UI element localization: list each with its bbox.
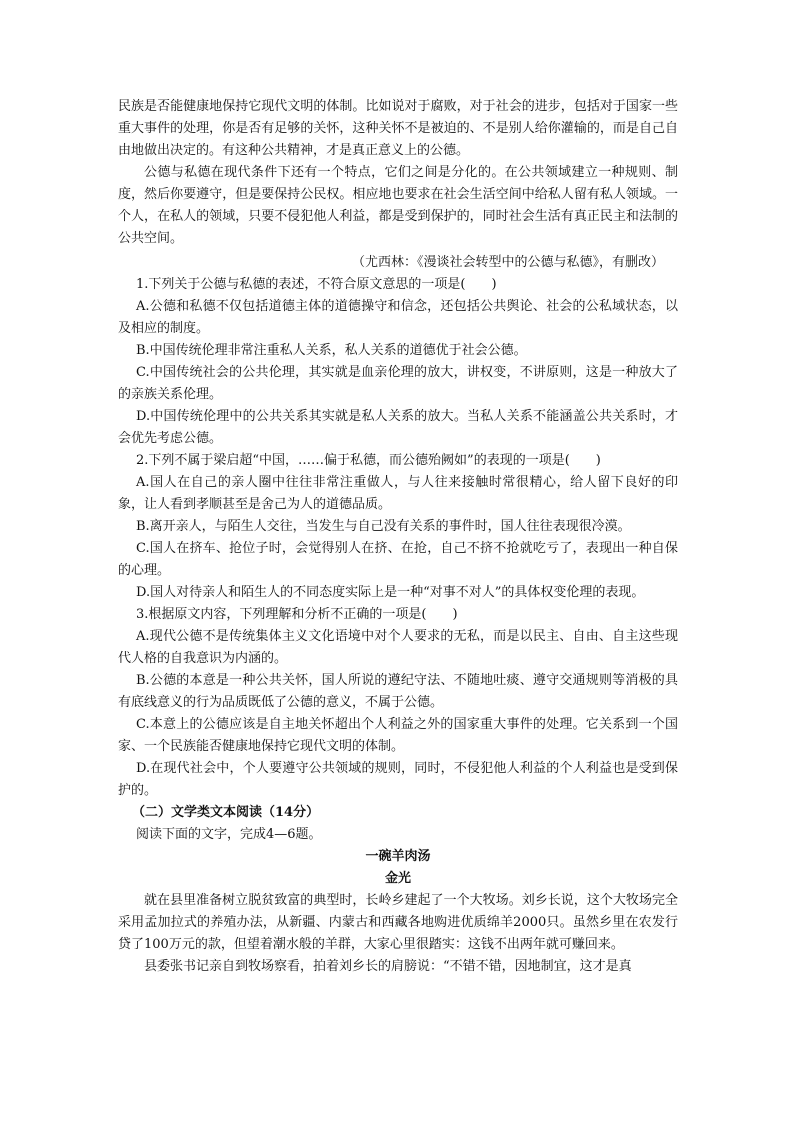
question-option: A.公德和私德不仅包括道德主体的道德操守和信念，还包括公共舆论、社会的公私域状态，以及相应的制度。 <box>118 299 678 336</box>
question-option: B.中国传统伦理非常注重私人关系，私人关系的道德优于社会公德。 <box>136 343 527 358</box>
story-title: 一碗羊肉汤 <box>365 849 431 864</box>
question-stem: 1.下列关于公德与私德的表述，不符合原文意思的一项是( ) <box>136 277 497 292</box>
citation: （尤西林：《漫谈社会转型中的公德与私德》，有删改） <box>351 255 664 270</box>
question-option: A.国人在自己的亲人圈中往往非常注重做人，与人往来接触时常很精心，给人留下良好的印象，让人看到孝顺甚至是舍己为人的道德品质。 <box>118 475 678 512</box>
question-option: C.中国传统社会的公共伦理，其实就是血亲伦理的放大，讲权变，不讲原则，这是一种放大了的亲族关系伦理。 <box>118 365 678 402</box>
question-option: C.本意上的公德应该是自主地关怀超出个人利益之外的国家重大事件的处理。它关系到一个国家、一个民族能否健康地保持它现代文明的体制。 <box>118 717 678 754</box>
question-option: D.中国传统伦理中的公共关系其实就是私人关系的放大。当私人关系不能涵盖公共关系时，才会优先考虑公德。 <box>118 409 678 446</box>
question-option: B.离开亲人，与陌生人交往，当发生与自己没有关系的事件时，国人往往表现很冷漠。 <box>136 519 631 534</box>
story-paragraph: 县委张书记亲自到牧场察看，拍着刘乡长的肩膀说：“不错不错，因地制宜，这才是真 <box>144 959 632 974</box>
question-stem: 2.下列不属于梁启超“中国，……偏于私德，而公德殆阙如”的表现的一项是( ) <box>136 453 601 468</box>
section-instruction: 阅读下面的文字，完成4—6题。 <box>136 827 322 842</box>
question-option: A.现代公德不是传统集体主义文化语境中对个人要求的无私，而是以民主、自由、自主这些现代人格的自我意识为内涵的。 <box>118 629 678 666</box>
passage-paragraph: 民族是否能健康地保持它现代文明的体制。比如说对于腐败，对于社会的进步，包括对于国家一些重大事件的处理，你是否有足够的关怀，这种关怀不是被迫的、不是别人给你灌输的，而是自己自由地做出决定的。有这种公共精神，才是真正意义上的公德。 <box>118 99 678 158</box>
document-page <box>118 96 678 978</box>
question-option: B.公德的本意是一种公共关怀，国人所说的遵纪守法、不随地吐痰、遵守交通规则等消极的具有底线意义的行为品质既低了公德的意义，不属于公德。 <box>118 673 678 710</box>
story-author: 金光 <box>384 871 411 886</box>
question-option: D.国人对待亲人和陌生人的不同态度实际上是一种“对事不对人”的具体权变伦理的表现。 <box>136 585 645 600</box>
passage-paragraph: 公德与私德在现代条件下还有一个特点，它们之间是分化的。在公共领域建立一种规则、制度，然后你要遵守，但是要保持公民权。相应地也要求在社会生活空间中给私人留有私人领域。一个人，在私人的领域，只要不侵犯他人利益，都是受到保护的，同时社会生活有真正民主和法制的公共空间。 <box>118 165 678 246</box>
story-paragraph: 就在县里准备树立脱贫致富的典型时，长岭乡建起了一个大牧场。刘乡长说，这个大牧场完全采用孟加拉式的养殖办法，从新疆、内蒙古和西藏各地购进优质绵羊2000只。虽然乡里在农发行贷了100万元的款，但望着潮水般的羊群，大家心里很踏实：这钱不出两年就可赚回来。 <box>118 893 678 952</box>
section-heading: （二）文学类文本阅读（14分） <box>132 805 320 820</box>
question-stem: 3.根据原文内容，下列理解和分析不正确的一项是( ) <box>136 607 458 622</box>
question-option: C.国人在挤车、抢位子时，会觉得别人在挤、在抢，自己不挤不抢就吃亏了，表现出一种自保的心理。 <box>118 541 678 578</box>
question-option: D.在现代社会中，个人要遵守公共领域的规则，同时，不侵犯他人利益的个人利益也是受到保护的。 <box>118 761 678 798</box>
